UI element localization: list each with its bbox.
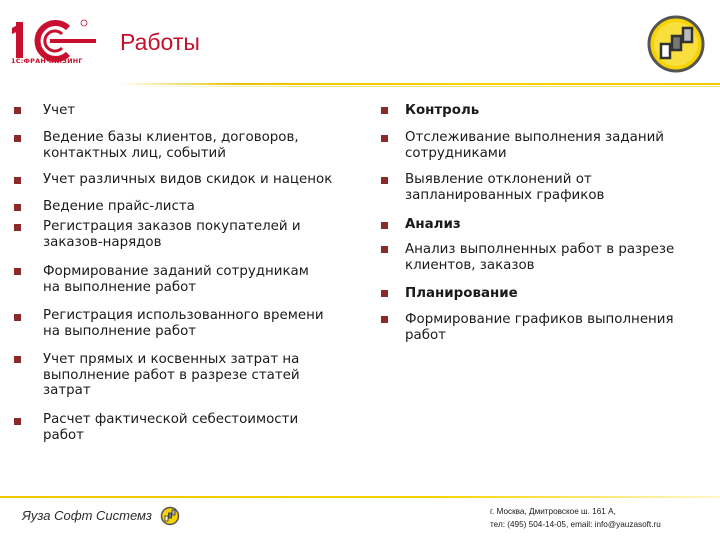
list-item-text: затрат — [43, 383, 91, 398]
list-item — [405, 130, 664, 161]
list-item — [405, 242, 674, 273]
bullet-icon — [14, 418, 21, 425]
list-item-text: Учет — [43, 103, 76, 118]
bullet-icon — [14, 314, 21, 321]
list-item-text: Регистрация заказов покупателей и — [43, 219, 301, 234]
list-item-text: Контроль — [405, 103, 480, 118]
bullet-icon — [14, 356, 21, 363]
list-item-text: сотрудниками — [405, 145, 507, 161]
list-item-text: Ведение базы клиентов, договоров, — [43, 130, 299, 145]
bullet-icon — [381, 107, 388, 114]
list-item-text: на выполнение работ — [43, 323, 197, 339]
list-item-text: контактных лиц, событий — [43, 145, 226, 161]
section-heading-control — [405, 103, 479, 119]
section-heading-analysis — [405, 217, 461, 233]
list-item — [405, 172, 604, 203]
header-divider — [118, 83, 720, 85]
1c-logo-icon — [10, 14, 106, 78]
list-item-text: работ — [405, 327, 446, 343]
list-item — [405, 312, 674, 343]
list-item-text: Учет прямых и косвенных затрат на — [43, 352, 300, 367]
list-item-text: заказов-нарядов — [43, 234, 162, 250]
page-title: Работы — [120, 29, 200, 55]
list-item-text: Регистрация использованного времени — [43, 308, 324, 323]
list-item — [43, 308, 324, 339]
logo-subtitle: 1С:ФРАНЧАЙЗИНГ — [11, 57, 83, 65]
bullet-icon — [14, 135, 21, 142]
list-item-text: Расчет фактической себестоимости — [43, 412, 299, 427]
list-item-text: Ведение прайс-листа — [43, 199, 195, 214]
list-item — [43, 264, 309, 295]
bullet-icon — [381, 222, 388, 229]
list-item — [43, 172, 332, 188]
company-logo-icon — [160, 506, 180, 526]
list-item-text: Анализ выполненных работ в разрезе — [405, 242, 675, 257]
footer-divider — [0, 496, 720, 498]
bullet-icon — [14, 177, 21, 184]
footer-company-name: Яуза Софт Системз — [22, 508, 152, 523]
bullet-icon — [14, 224, 21, 231]
list-item-text: Учет различных видов скидок и наценок — [43, 172, 333, 187]
address-line: г. Москва, Дмитровское ш. 161 А, — [490, 507, 616, 516]
section-heading-planning — [405, 286, 518, 302]
list-item-text: Формирование графиков выполнения — [405, 312, 674, 327]
list-item — [43, 412, 298, 443]
list-item-text: на выполнение работ — [43, 279, 197, 295]
list-item-text: запланированных графиков — [405, 187, 605, 203]
bullet-icon — [14, 204, 21, 211]
bullet-icon — [381, 177, 388, 184]
list-item-text: Анализ — [405, 217, 461, 232]
list-item-text: Планирование — [405, 286, 518, 301]
bullet-icon — [381, 246, 388, 253]
list-item — [43, 103, 75, 119]
list-item-text: выполнение работ в разрезе статей — [43, 367, 300, 383]
header-divider-thin — [118, 86, 720, 87]
list-item-text: Формирование заданий сотрудникам — [43, 264, 309, 279]
bullet-icon — [14, 107, 21, 114]
list-item-text: Выявление отклонений от — [405, 172, 592, 187]
list-item-text: Отслеживание выполнения заданий — [405, 130, 664, 145]
list-item — [43, 130, 299, 161]
bullet-icon — [381, 316, 388, 323]
list-item — [43, 199, 195, 215]
bar-chart-icon — [646, 14, 706, 74]
list-item — [43, 352, 300, 399]
contact-line: тел: (495) 504-14-05, email: info@yauzasoft.ru — [490, 520, 661, 529]
list-item — [43, 219, 301, 250]
bullet-icon — [381, 135, 388, 142]
footer-address — [490, 505, 661, 531]
bullet-icon — [14, 268, 21, 275]
list-item-text: работ — [43, 427, 84, 443]
bullet-icon — [381, 290, 388, 297]
list-item-text: клиентов, заказов — [405, 257, 535, 273]
